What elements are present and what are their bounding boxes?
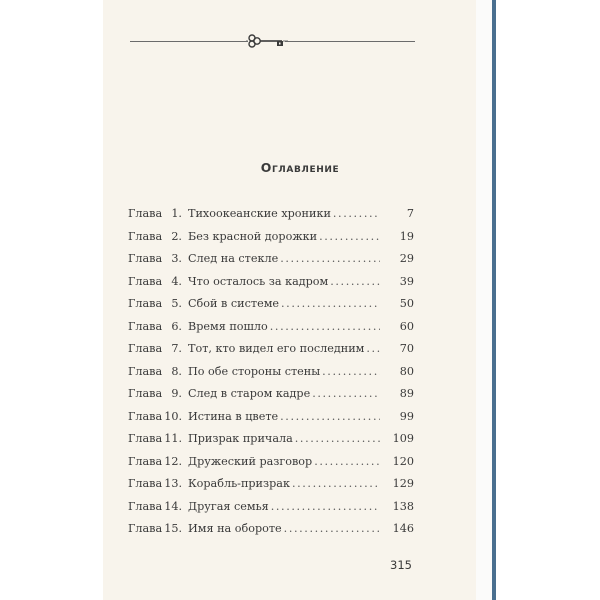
toc-entry[interactable] — [128, 500, 414, 523]
dot-leader — [295, 432, 380, 445]
page-number: 60 — [399, 319, 414, 333]
chapter-title: Время пошло — [188, 319, 268, 333]
chapter-label: Глава — [128, 432, 163, 445]
dot-leader — [333, 207, 380, 220]
chapter-number: 2. — [171, 229, 182, 243]
chapter-title: След на стекле — [188, 252, 279, 265]
toc-entry[interactable] — [128, 275, 414, 298]
chapter-number: 5. — [171, 297, 182, 310]
chapter-title: Тот, кто видел его последним — [188, 342, 365, 355]
dot-leader — [284, 522, 380, 535]
toc-heading-text: Оглавление — [260, 160, 340, 175]
chapter-label: Глава — [128, 252, 163, 265]
book-edge-band — [492, 0, 496, 600]
toc-heading — [0, 160, 600, 175]
chapter-number: 1. — [171, 207, 182, 220]
page-number: 50 — [399, 297, 414, 310]
chapter-number: 14. — [164, 499, 182, 513]
chapter-label: Глава — [128, 319, 163, 333]
chapter-title: Истина в цвете — [188, 409, 279, 423]
dot-leader — [312, 387, 380, 400]
chapter-number: 7. — [171, 342, 182, 355]
dot-leader — [281, 297, 380, 310]
chapter-label: Глава — [128, 274, 163, 288]
chapter-label: Глава — [128, 499, 163, 513]
dot-leader — [330, 275, 380, 288]
dot-leader — [322, 365, 380, 378]
chapter-title: Сбой в системе — [188, 297, 280, 310]
toc-entry[interactable] — [128, 410, 414, 433]
page-number: 129 — [392, 477, 414, 490]
chapter-title: Тихоокеанские хроники — [188, 207, 331, 220]
chapter-number: 12. — [164, 454, 182, 468]
ornament-rule-right — [285, 41, 415, 42]
chapter-title: Имя на обороте — [188, 522, 282, 535]
page-number: 89 — [399, 387, 414, 400]
chapter-label: Глава — [128, 454, 163, 468]
dot-leader — [280, 410, 380, 423]
page-gutter — [476, 0, 492, 600]
page-number: 99 — [399, 409, 414, 423]
chapter-title: След в старом кадре — [188, 387, 311, 400]
chapter-number: 13. — [164, 477, 182, 490]
page-number: 80 — [399, 364, 414, 378]
chapter-number: 3. — [171, 252, 182, 265]
page-number: 39 — [399, 274, 414, 288]
dot-leader — [270, 320, 380, 333]
page-number: 146 — [392, 522, 414, 535]
page-number: 109 — [392, 432, 414, 445]
toc-entry[interactable] — [128, 365, 414, 388]
chapter-label: Глава — [128, 387, 163, 400]
toc-entry[interactable] — [128, 342, 414, 365]
dot-leader — [292, 477, 380, 490]
page-number: 7 — [406, 207, 414, 220]
dot-leader — [366, 342, 380, 355]
chapter-number: 8. — [171, 364, 182, 378]
dot-leader — [319, 230, 380, 243]
chapter-number: 11. — [164, 432, 182, 445]
chapter-number: 15. — [164, 522, 182, 535]
chapter-number: 9. — [171, 387, 182, 400]
folio-page-number: 315 — [390, 558, 412, 572]
toc-entry[interactable] — [128, 320, 414, 343]
chapter-label: Глава — [128, 477, 163, 490]
toc-entry[interactable] — [128, 252, 414, 275]
chapter-title: Без красной дорожки — [188, 229, 318, 243]
chapter-number: 6. — [171, 319, 182, 333]
chapter-label: Глава — [128, 207, 163, 220]
chapter-label: Глава — [128, 364, 163, 378]
key-icon — [246, 33, 288, 49]
dot-leader — [314, 455, 380, 468]
page-number: 138 — [392, 499, 414, 513]
chapter-title: Призрак причала — [188, 432, 293, 445]
table-of-contents — [128, 207, 414, 545]
chapter-number: 10. — [164, 409, 182, 423]
chapter-title: Дружеский разговор — [188, 454, 313, 468]
toc-entry[interactable] — [128, 387, 414, 410]
chapter-label: Глава — [128, 342, 163, 355]
chapter-label: Глава — [128, 522, 163, 535]
chapter-label: Глава — [128, 229, 163, 243]
chapter-title: Другая семья — [188, 499, 269, 513]
page-number: 120 — [392, 454, 414, 468]
chapter-title: Корабль-призрак — [188, 477, 290, 490]
page-number: 19 — [399, 229, 414, 243]
page-number: 29 — [399, 252, 414, 265]
toc-entry[interactable] — [128, 207, 414, 230]
toc-entry[interactable] — [128, 432, 414, 455]
toc-entry[interactable] — [128, 297, 414, 320]
chapter-title: По обе стороны стены — [188, 364, 321, 378]
chapter-label: Глава — [128, 409, 163, 423]
toc-entry[interactable] — [128, 230, 414, 253]
chapter-label: Глава — [128, 297, 163, 310]
page-number: 70 — [399, 342, 414, 355]
dot-leader — [271, 500, 380, 513]
toc-entry[interactable] — [128, 477, 414, 500]
toc-entry[interactable] — [128, 522, 414, 545]
toc-entry[interactable] — [128, 455, 414, 478]
dot-leader — [280, 252, 380, 265]
chapter-number: 4. — [171, 274, 182, 288]
chapter-title: Что осталось за кадром — [188, 274, 329, 288]
ornament-rule-left — [130, 41, 248, 42]
